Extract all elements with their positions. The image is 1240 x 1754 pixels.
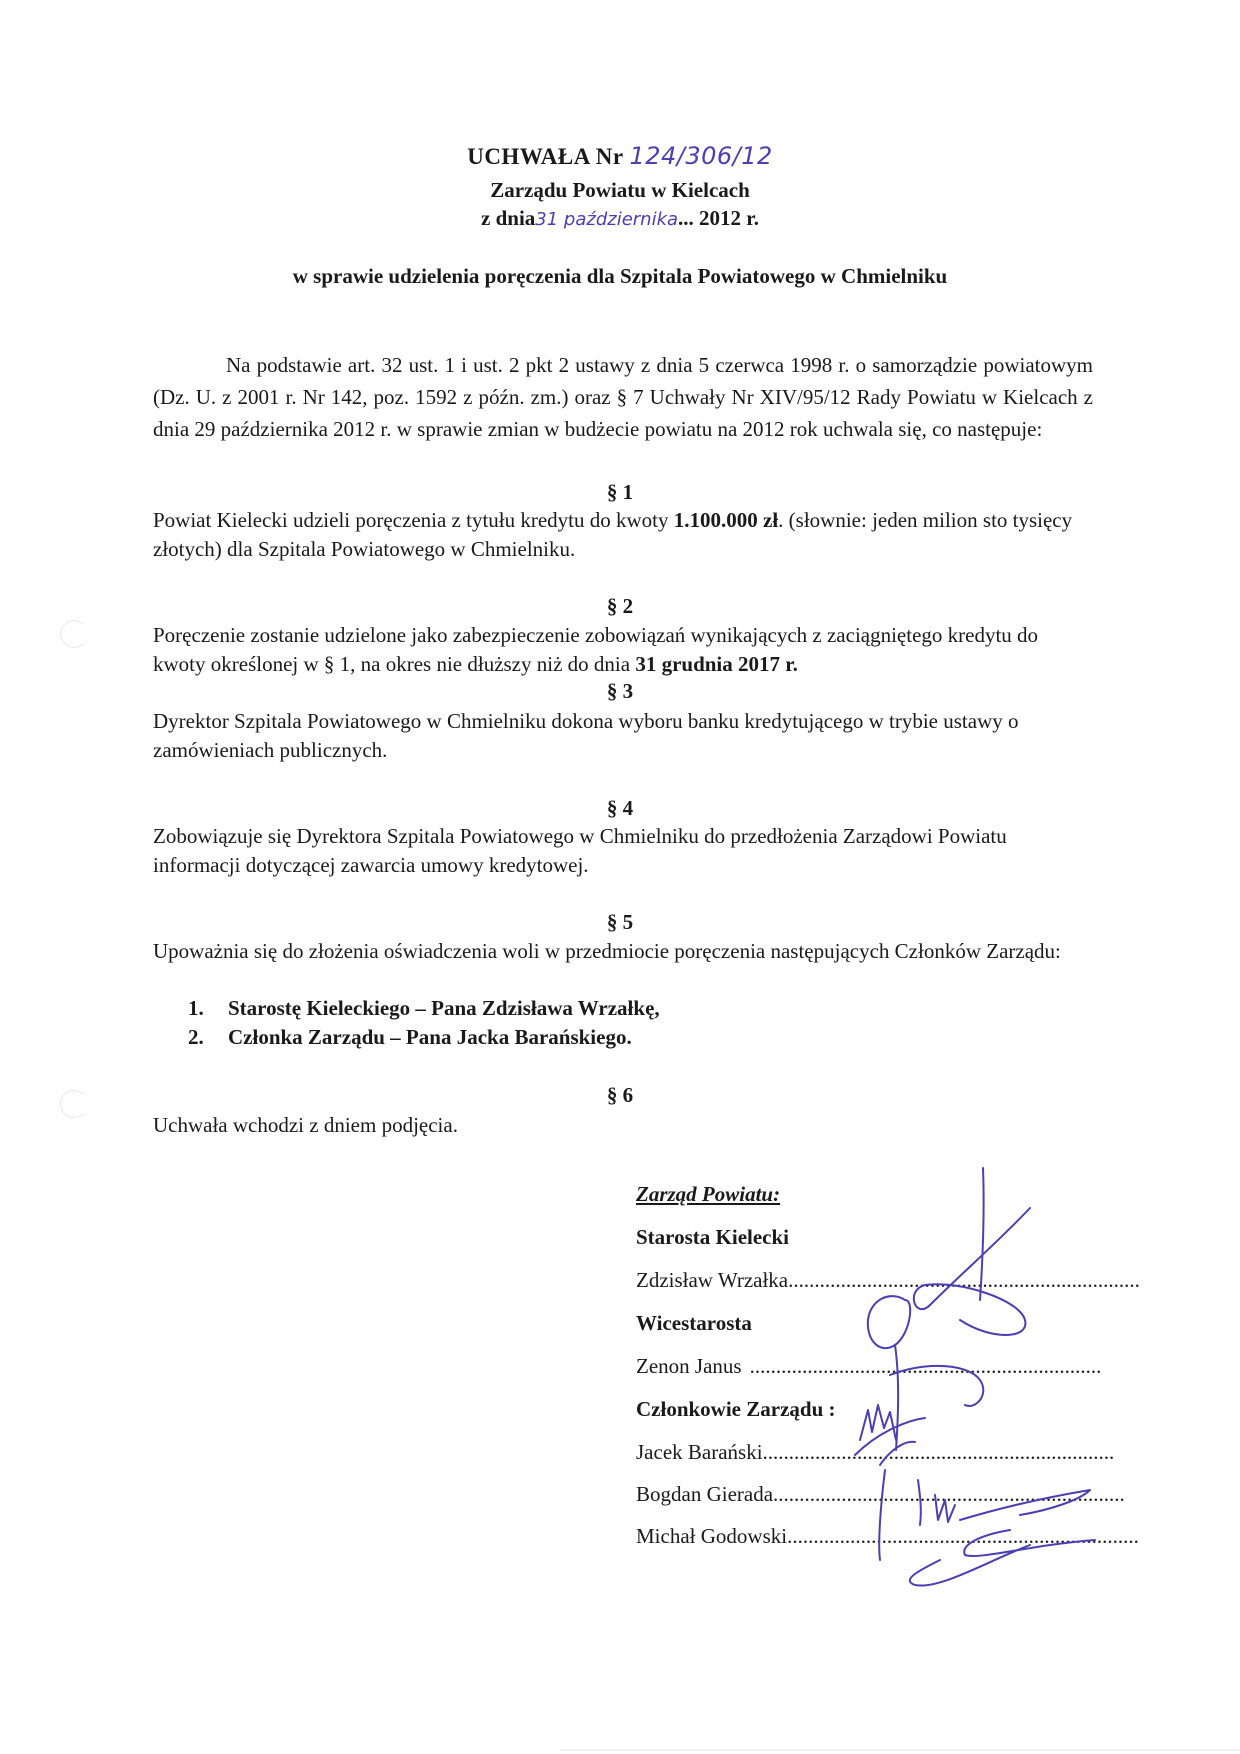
date-year: 2012 r. bbox=[699, 206, 759, 230]
wicestarosta-signature-line bbox=[636, 1354, 1101, 1379]
section-5-label: § 5 bbox=[606, 910, 634, 934]
wicestarosta-role: Wicestarosta bbox=[636, 1311, 752, 1335]
preamble-text: Na podstawie art. 32 ust. 1 i ust. 2 pkt 2 ustawy z dnia 5 czerwca 1998 r. o samorządzie powiatowym (Dz. U. z 2001 r. Nr 142, poz. 1592 z późn. zm.) oraz § 7 Uchwały Nr XIV/95/12 Rady Powiatu w Kielcach z dnia 29 października 2012 r. w sprawie zmian w budżecie powiatu na 2012 rok uchwala się, co następuje: bbox=[153, 353, 1093, 441]
signature-dots: ................................................................... bbox=[787, 1524, 1139, 1548]
section-2-text-before: Poręczenie zostanie udzielone jako zabezpieczenie zobowiązań wynikających z zaciągniętego kredytu do kwoty określonej w § 1, na okres nie dłuższy niż do dnia bbox=[153, 623, 1039, 676]
section-6-text: Uchwała wchodzi z dniem podjęcia. bbox=[153, 1113, 458, 1137]
section-2-label: § 2 bbox=[606, 594, 634, 618]
section-1-amount: 1.100.000 zł bbox=[673, 508, 779, 532]
section-4-label: § 4 bbox=[606, 796, 634, 820]
signature-dots: ................................................................... bbox=[762, 1440, 1115, 1464]
member3-signature-line bbox=[636, 1524, 1139, 1549]
signer-name: Michał Godowski bbox=[636, 1524, 788, 1548]
signer-name: Zdzisław Wrzałka bbox=[636, 1268, 789, 1292]
signature-dots: ................................................................... bbox=[788, 1268, 1140, 1292]
list-item bbox=[188, 1023, 660, 1052]
issuer-line: Zarządu Powiatu w Kielcach bbox=[490, 178, 750, 202]
section-1-text-before: Powiat Kielecki udzieli poręczenia z tytułu kredytu do kwoty bbox=[153, 508, 669, 532]
list-item bbox=[188, 994, 660, 1023]
resolution-subject: w sprawie udzielenia poręczenia dla Szpitala Powiatowego w Chmielniku bbox=[292, 264, 948, 288]
list-item-number: 1. bbox=[188, 996, 204, 1020]
section-1-label: § 1 bbox=[606, 480, 634, 504]
date-prefix: z dnia bbox=[481, 206, 536, 230]
section-2-deadline: 31 grudnia 2017 r. bbox=[635, 652, 798, 676]
resolution-title bbox=[0, 142, 1240, 170]
authorized-members-list bbox=[188, 994, 660, 1052]
signature-heading: Zarząd Powiatu: bbox=[636, 1182, 781, 1206]
section-1-text bbox=[153, 506, 1093, 564]
section-2-text bbox=[153, 621, 1093, 679]
title-prefix: UCHWAŁA Nr bbox=[467, 144, 624, 169]
section-5-text: Upoważnia się do złożenia oświadczenia woli w przedmiocie poręczenia następujących Członków Zarządu: bbox=[153, 939, 1061, 963]
date-dots: ... bbox=[678, 206, 694, 230]
starosta-role: Starosta Kielecki bbox=[636, 1225, 790, 1249]
section-3-label: § 3 bbox=[606, 679, 634, 703]
signature-dots: ................................................................... bbox=[749, 1354, 1102, 1378]
section-6-label: § 6 bbox=[606, 1083, 634, 1107]
handwritten-date: 31 października bbox=[535, 209, 679, 230]
handwritten-number: 124/306/12 bbox=[629, 142, 773, 170]
preamble bbox=[153, 349, 1093, 445]
starosta-signature-line bbox=[636, 1268, 1140, 1293]
member1-signature-line bbox=[636, 1440, 1115, 1465]
signer-name: Bogdan Gierada bbox=[636, 1482, 774, 1506]
date-line bbox=[0, 206, 1240, 231]
signature-dots: ................................................................... bbox=[773, 1482, 1125, 1506]
member2-signature-line bbox=[636, 1482, 1125, 1507]
list-item-number: 2. bbox=[188, 1025, 204, 1049]
section-3-text: Dyrektor Szpitala Powiatowego w Chmielniku dokona wyboru banku kredytującego w trybie ustawy o zamówieniach publicznych. bbox=[153, 709, 1019, 762]
punch-hole-mark bbox=[60, 620, 88, 648]
scan-edge-line bbox=[560, 1749, 1240, 1751]
section-4-text: Zobowiązuje się Dyrektora Szpitala Powiatowego w Chmielniku do przedłożenia Zarządowi Powiatu informacji dotyczącej zawarcia umowy kredytowej. bbox=[153, 824, 1007, 877]
signer-name: Jacek Barański bbox=[636, 1440, 763, 1464]
signer-name: Zenon Janus bbox=[636, 1354, 742, 1378]
list-item-text: Starostę Kieleckiego – Pana Zdzisława Wrzałkę, bbox=[228, 996, 660, 1020]
section-1-text-after: . (słownie: jeden milion sto tysięcy złotych) dla Szpitala Powiatowego w Chmielniku. bbox=[153, 508, 1073, 561]
members-role: Członkowie Zarządu : bbox=[636, 1397, 836, 1421]
list-item-text: Członka Zarządu – Pana Jacka Barańskiego. bbox=[228, 1025, 632, 1049]
